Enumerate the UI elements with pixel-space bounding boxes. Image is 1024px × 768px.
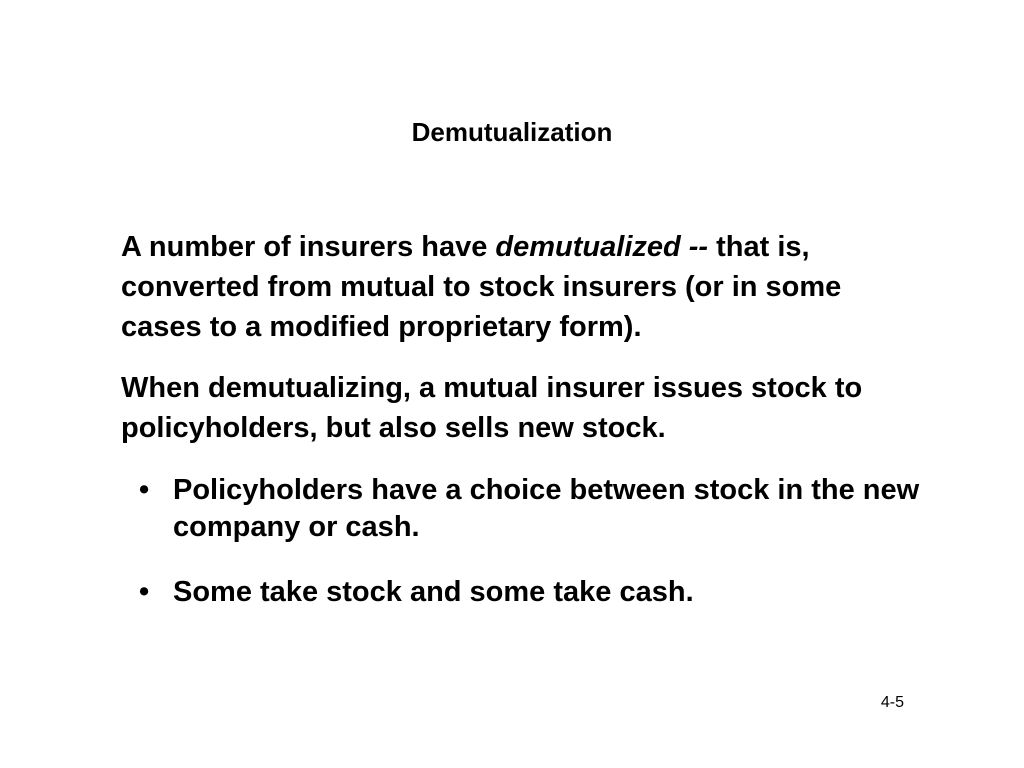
paragraph-demutualized-definition — [121, 227, 921, 347]
paragraph-demutualizing-process: When demutualizing, a mutual insurer issues stock to policyholders, but also sells new stock. — [121, 372, 863, 444]
bullet-text: Policyholders have a choice between stock in the new company or cash. — [173, 474, 920, 543]
paragraph-rest-text: that is, converted from mutual to stock insurers (or in some cases to a modified proprietary form). — [121, 231, 842, 343]
bullet-item — [121, 574, 973, 611]
bullet-icon: • — [139, 576, 150, 608]
bullet-item — [121, 472, 973, 546]
paragraph-lead-text: A number of insurers have — [121, 231, 496, 263]
bullet-text: Some take stock and some take cash. — [173, 576, 694, 608]
slide-title: Demutualization — [411, 117, 613, 147]
bullet-icon: • — [139, 474, 150, 506]
emphasized-term: demutualized -- — [495, 231, 709, 263]
page-number: 4-5 — [880, 694, 904, 711]
